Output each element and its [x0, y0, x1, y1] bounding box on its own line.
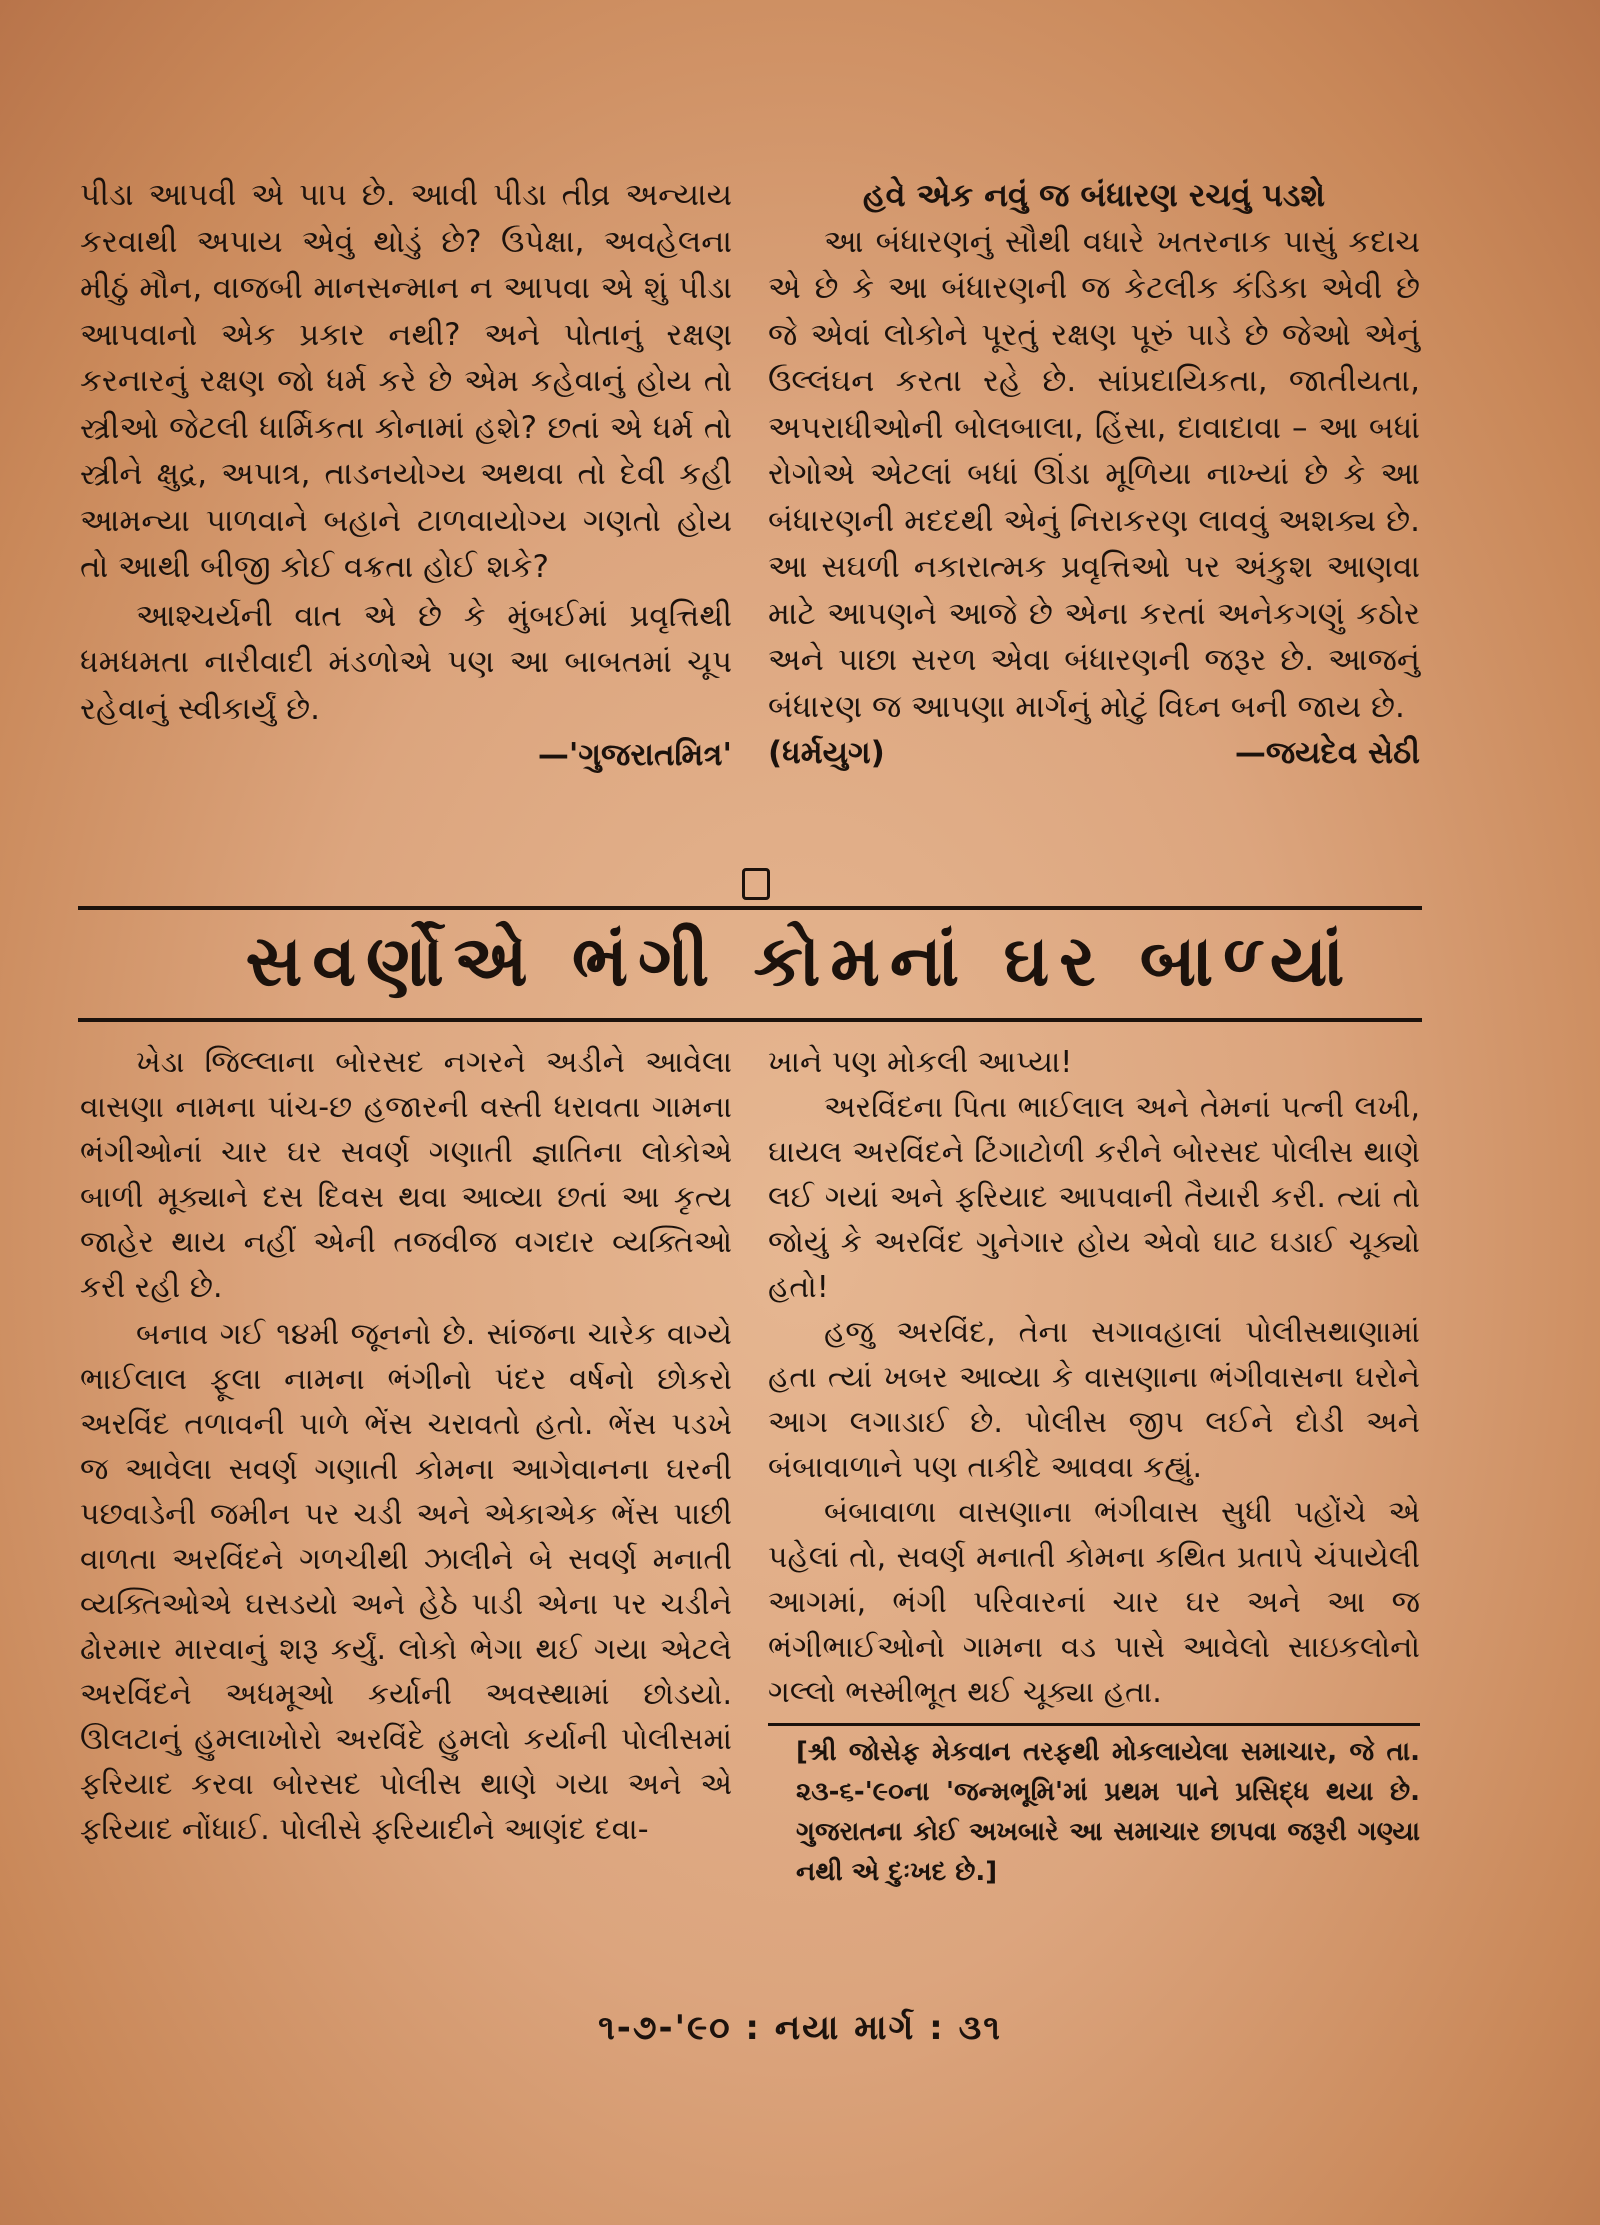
paragraph: પીડા આપવી એ પાપ છે. આવી પીડા તીવ્ર અન્યાય કરવાથી અપાય એવું થોડું છે? ઉપેક્ષા, અવહેલના મીઠું મૌન, વાજબી માનસન્માન ન આપવા એ શું પીડા આપવાનો એક પ્રકાર નથી? અને પોતાનું રક્ષણ કરનારનું રક્ષણ જો ધર્મ કરે છે એમ કહેવાનું હોય તો સ્ત્રીઓ જેટલી ધાર્મિકતા કોનામાં હશે? છતાં એ ધર્મ તો સ્ત્રીને ક્ષુદ્ર, અપાત્ર, તાડનયોગ્ય અથવા તો દેવી કહી આમન્યા પાળવાને બહાને ટાળવાયોગ્ય ગણતો હોય તો આથી બીજી કોઈ વક્રતા હોઈ શકે?: [80, 177, 732, 585]
top-right-column: [768, 172, 1420, 777]
source-label: (ધર્મયુગ): [768, 735, 885, 771]
signature: —જયદેવ સેઠી: [1234, 735, 1420, 771]
top-left-column: [80, 172, 732, 779]
paragraph: બનાવ ગઈ ૧૪મી જૂનનો છે. સાંજના ચારેક વાગ્યે ભાઈલાલ ફૂલા નામના ભંગીનો પંદર વર્ષનો છોકરો અરવિંદ તળાવની પાળે ભેંસ ચરાવતો હતો. ભેંસ પડખે જ આવેલા સવર્ણ ગણાતી કોમના આગેવાનના ઘરની પછવાડેની જમીન પર ચડી અને એકાએક ભેંસ પાછી વાળતા અરવિંદને ગળચીથી ઝાલીને બે સવર્ણ મનાતી વ્યક્તિઓએ ઘસડયો અને હેઠે પાડી એના પર ચડીને ઢોરમાર મારવાનું શરૂ કર્યું. લોકો ભેગા થઈ ગયા એટલે અરવિંદને અધમૂઓ કર્યાની અવસ્થામાં છોડયો. ઊલટાનું હુમલાખોરો અરવિંદે હુમલો કર્યાની પોલીસમાં ફરિયાદ કરવા બોરસદ પોલીસ થાણે ગયા અને એ ફરિયાદ નોંધાઈ. પોલીસે ફરિયાદીને આણંદ દવા-: [80, 1317, 732, 1847]
paragraph: આ બંધારણનું સૌથી વધારે ખતરનાક પાસું કદાચ એ છે કે આ બંધારણની જ કેટલીક કંડિકા એવી છે જે એવાં લોકોને પૂરતું રક્ષણ પૂરું પાડે છે જેઓ એનું ઉલ્લંઘન કરતા રહે છે. સાંપ્રદાયિકતા, જાતીયતા, અપરાધીઓની બોલબાલા, હિંસા, દાવાદાવા – આ બધાં રોગોએ એટલાં બધાં ઊંડા મૂળિયા નાખ્યાં છે કે આ બંધારણની મદદથી એનું નિરાકરણ લાવવું અશક્ય છે. આ સઘળી નકારાત્મક પ્રવૃત્તિઓ પર અંકુશ આણવા માટે આપણને આજે છે એના કરતાં અનેકગણું કઠોર અને પાછા સરળ એવા બંધારણની જરૂર છે. આજનું બંધારણ જ આપણા માર્ગનું મોટું વિઘ્ન બની જાય છે.: [768, 223, 1420, 725]
paragraph: આશ્ચર્યની વાત એ છે કે મુંબઈમાં પ્રવૃત્તિથી ધમધમતા નારીવાદી મંડળોએ પણ આ બાબતમાં ચૂપ રહેવાનું સ્વીકાર્યું છે.: [80, 597, 732, 727]
paragraph: અરવિંદના પિતા ભાઈલાલ અને તેમનાં પત્ની લખી, ઘાયલ અરવિંદને ટિંગાટોળી કરીને બોરસદ પોલીસ થાણે લઈ ગયાં અને ફરિયાદ આપવાની તૈયારી કરી. ત્યાં તો જોયું કે અરવિંદ ગુનેગાર હોય એવો ઘાટ ઘડાઈ ચૂક્યો હતો!: [768, 1090, 1420, 1305]
paragraph: હજુ અરવિંદ, તેના સગાવહાલાં પોલીસથાણામાં હતા ત્યાં ખબર આવ્યા કે વાસણાના ભંગીવાસના ઘરોને આગ લગાડાઈ છે. પોલીસ જીપ લઈને દોડી અને બંબાવાળાને પણ તાકીદે આવવા કહ્યું.: [768, 1315, 1420, 1485]
article-title: સવર્ણોએ ભંગી કોમનાં ઘર બાળ્યાં: [245, 920, 1355, 1002]
title-top-rule: [78, 906, 1422, 910]
paragraph: ખેડા જિલ્લાના બોરસદ નગરને અડીને આવેલા વાસણા નામના પાંચ-છ હજારની વસ્તી ધરાવતા ગામના ભંગીઓનાં ચાર ઘર સવર્ણ ગણાતી જ્ઞાતિના લોકોએ બાળી મૂક્યાને દસ દિવસ થવા આવ્યા છતાં આ કૃત્ય જાહેર થાય નહીં એની તજવીજ વગદાર વ્યક્તિઓ કરી રહી છે.: [80, 1045, 732, 1305]
paragraph: ખાને પણ મોકલી આપ્યા!: [768, 1045, 1073, 1080]
section-heading: હવે એક નવું જ બંધારણ રચવું પડશે: [862, 176, 1326, 214]
paragraph: બંબાવાળા વાસણાના ભંગીવાસ સુધી પહોંચે એ પહેલાં તો, સવર્ણ મનાતી કોમના કથિત પ્રતાપે ચંપાયેલી આગમાં, ભંગી પરિવારનાં ચાર ઘર અને આ જ ભંગીભાઈઓનો ગામના વડ પાસે આવેલો સાઇકલોનો ગલ્લો ભસ્મીભૂત થઈ ચૂક્યા હતા.: [768, 1495, 1420, 1710]
end-mark-icon: [742, 868, 770, 900]
article-left-column: [80, 1040, 732, 1852]
title-bottom-rule: [78, 1018, 1422, 1022]
editor-note: [શ્રી જોસેફ મેકવાન તરફથી મોકલાયેલા સમાચાર, જે તા. ૨૩-૬-'૯૦ના 'જન્મભૂમિ'માં પ્રથમ પાને પ્રસિદ્ધ થયા છે. ગુજરાતના કોઈ અખબારે આ સમાચાર છાપવા જરૂરી ગણ્યા નથી એ દુઃખદ છે.]: [796, 1737, 1420, 1887]
page-footer: ૧-૭-'૯૦ : નયા માર્ગ : ૩૧: [598, 2008, 1002, 2048]
signature: —'ગુજરાતમિત્ર': [537, 737, 732, 773]
article-right-column: [768, 1040, 1420, 1892]
signature-row: [768, 730, 1420, 777]
note-divider: [768, 1723, 1420, 1726]
